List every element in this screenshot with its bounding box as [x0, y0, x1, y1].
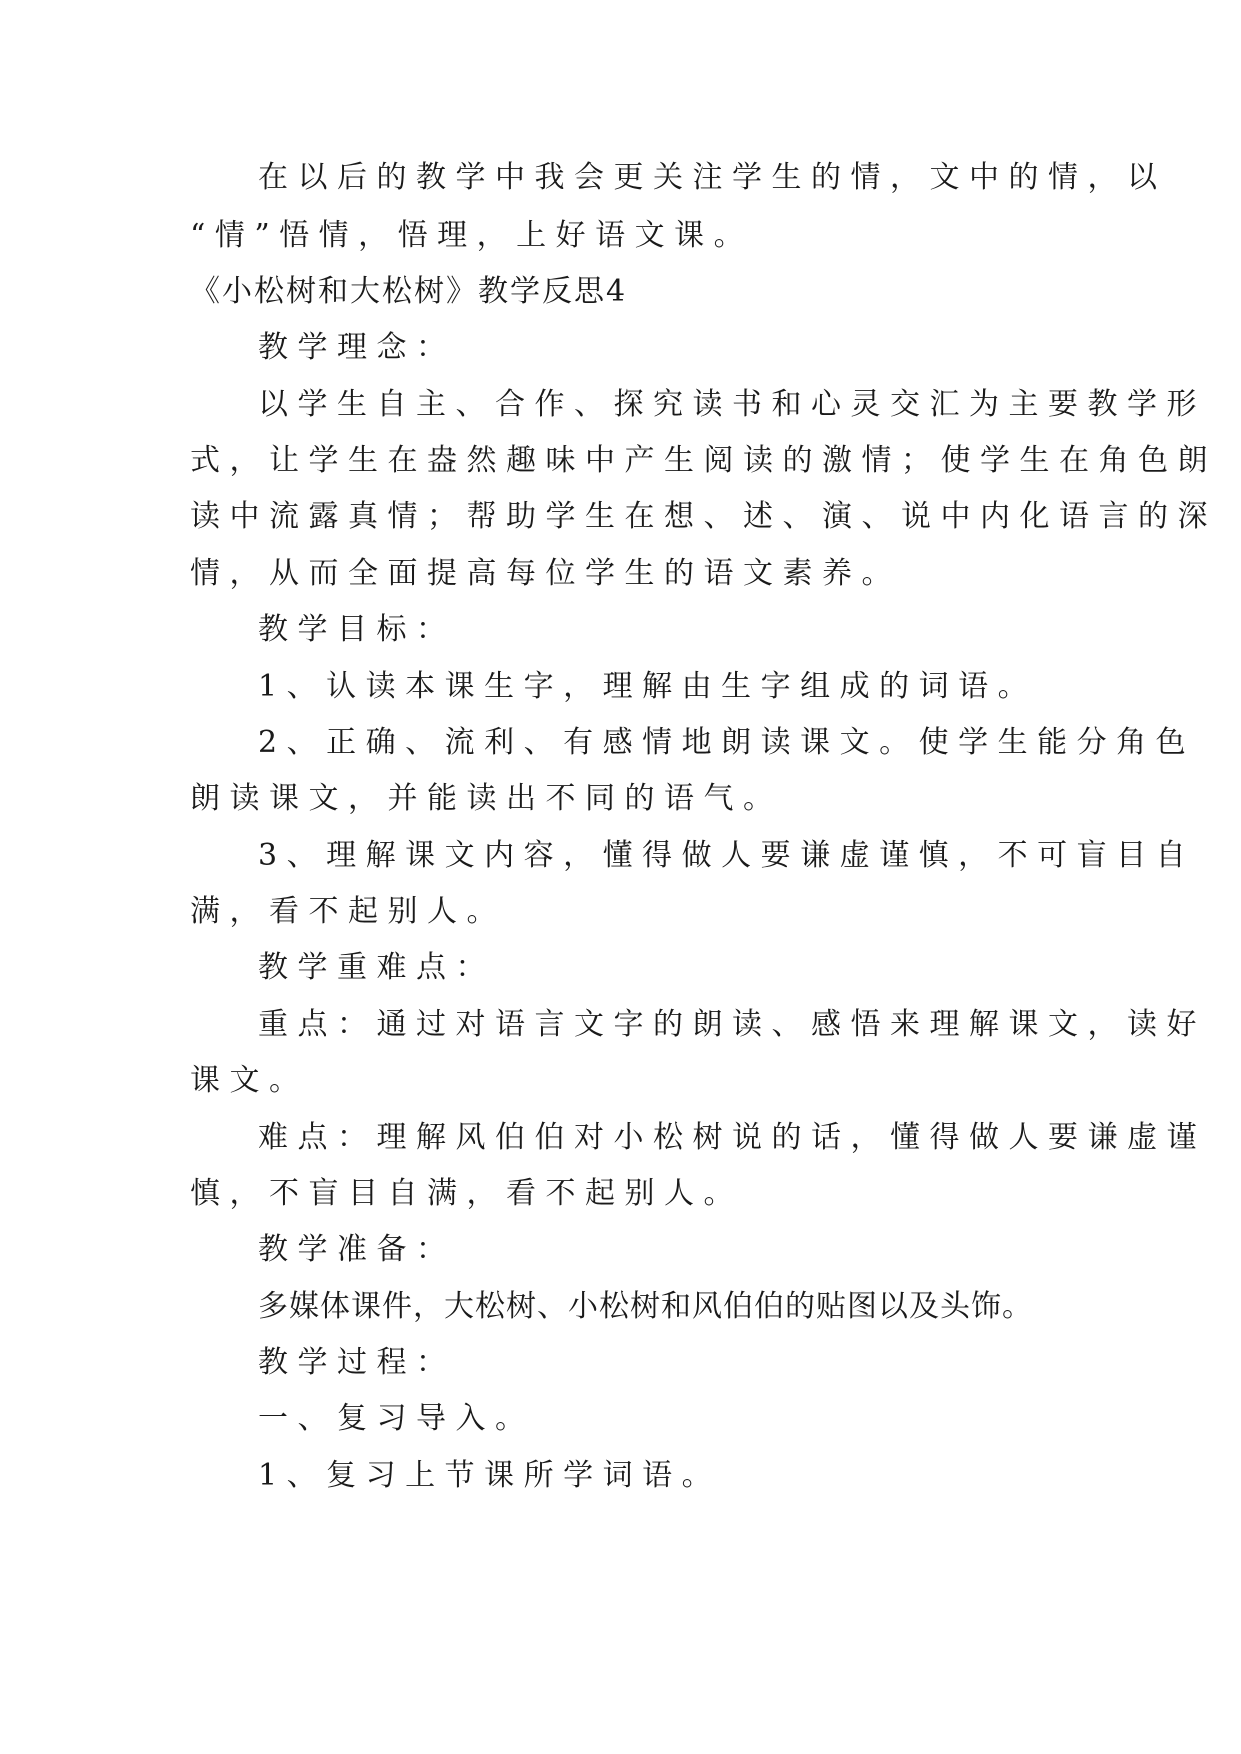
paragraph-line: “情”悟情，悟理，上好语文课。 — [190, 218, 754, 253]
paragraph-line: 情，从而全面提高每位学生的语文素养。 — [190, 556, 901, 591]
heading-teaching-philosophy: 教学理念： — [258, 330, 456, 365]
heading-key-points: 教学重难点： — [258, 950, 495, 985]
paragraph-line: 满，看不起别人。 — [190, 894, 506, 929]
paragraph-line: 以学生自主、合作、探究读书和心灵交汇为主要教学形 — [258, 387, 1206, 422]
subheading: 一、复习导入。 — [258, 1401, 535, 1436]
paragraph-line: 课文。 — [190, 1063, 309, 1098]
paragraph-line: 重点：通过对语言文字的朗读、感悟来理解课文，读好 — [258, 1007, 1206, 1042]
heading-teaching-goals: 教学目标： — [258, 612, 456, 647]
heading-teaching-preparation: 教学准备： — [258, 1232, 456, 1267]
paragraph-line: 难点：理解风伯伯对小松树说的话，懂得做人要谦虚谨 — [258, 1120, 1206, 1155]
list-item: 3、理解课文内容，懂得做人要谦虚谨慎，不可盲目自 — [258, 838, 1196, 873]
paragraph-line: 在以后的教学中我会更关注学生的情，文中的情，以 — [258, 160, 1167, 195]
heading-teaching-process: 教学过程： — [258, 1345, 456, 1380]
list-item: 2、正确、流利、有感情地朗读课文。使学生能分角色 — [258, 725, 1196, 760]
list-item: 1、认读本课生字，理解由生字组成的词语。 — [258, 669, 1038, 704]
paragraph-line: 朗读课文，并能读出不同的语气。 — [190, 781, 783, 816]
list-item: 1、复习上节课所学词语。 — [258, 1458, 722, 1493]
paragraph-line: 多媒体课件，大松树、小松树和风伯伯的贴图以及头饰。 — [258, 1289, 1033, 1324]
section-title: 《小松树和大松树》教学反思4 — [190, 274, 628, 309]
paragraph-line: 读中流露真情；帮助学生在想、述、演、说中内化语言的深 — [190, 499, 1217, 534]
paragraph-line: 式，让学生在盎然趣味中产生阅读的激情；使学生在角色朗 — [190, 443, 1217, 478]
paragraph-line: 慎，不盲目自满，看不起别人。 — [190, 1176, 743, 1211]
